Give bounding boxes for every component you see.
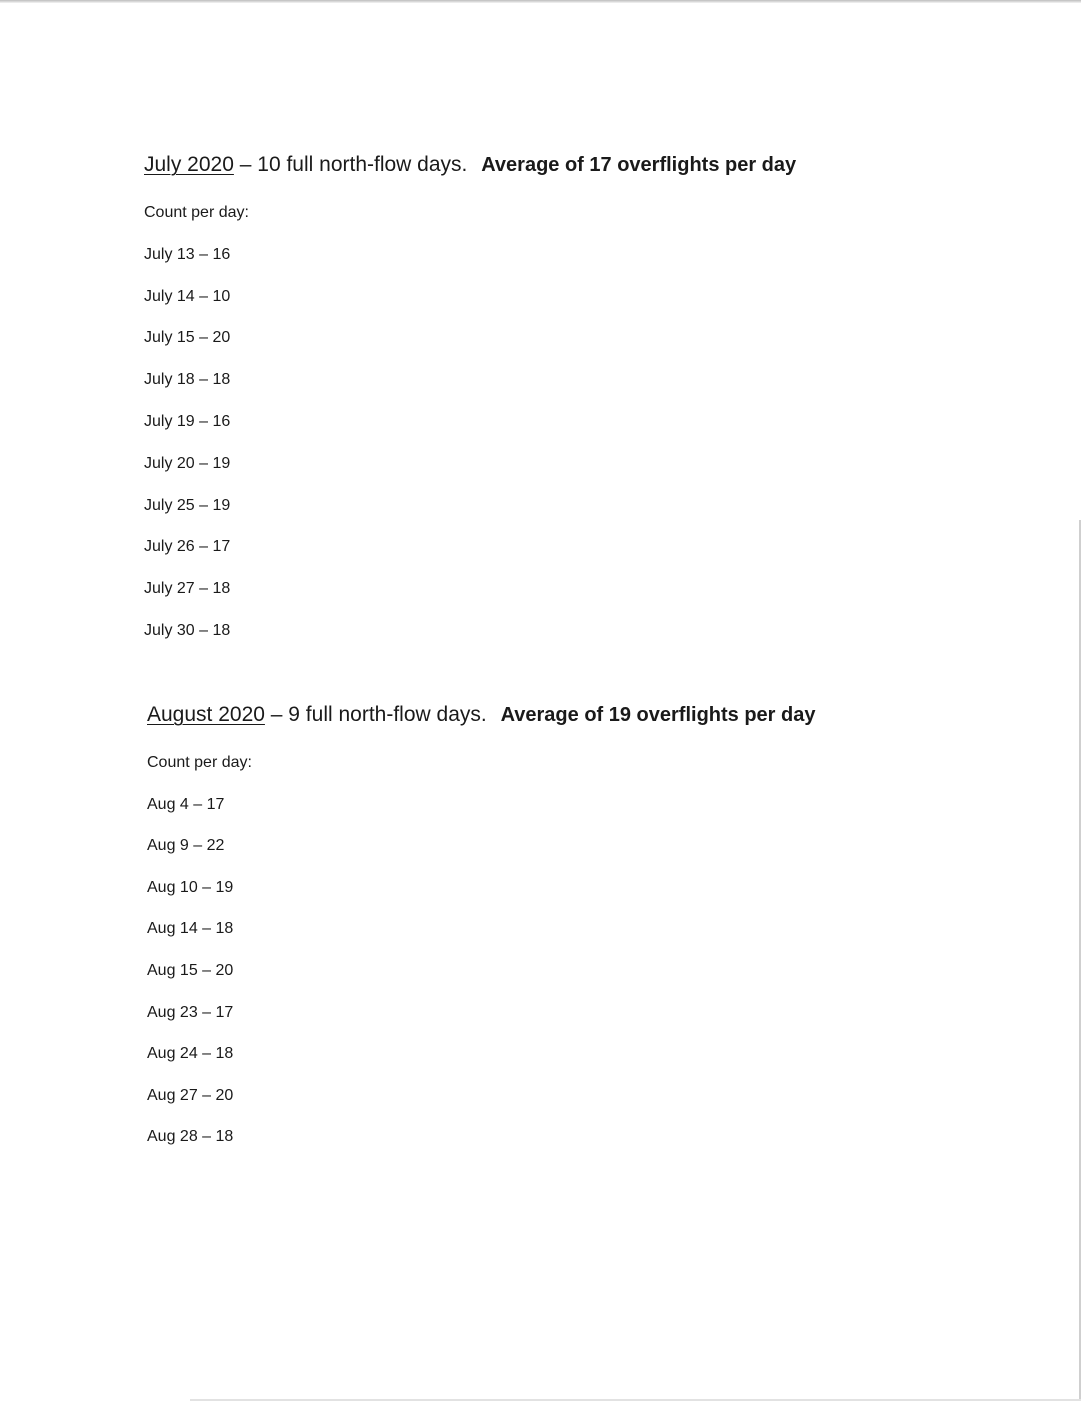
- list-item: Aug 23 – 17: [147, 1003, 234, 1021]
- list-item: July 20 – 19: [144, 454, 231, 472]
- list-item: July 30 – 18: [144, 621, 231, 639]
- list-item: July 13 – 16: [144, 245, 231, 263]
- list-item: July 14 – 10: [144, 287, 231, 305]
- july-month-title: July 2020: [144, 153, 234, 176]
- august-section: [147, 700, 815, 1147]
- august-days-text: – 9 full north-flow days.: [270, 703, 487, 726]
- list-item: Aug 4 – 17: [147, 795, 225, 813]
- list-item: July 18 – 18: [144, 371, 231, 389]
- august-day-list: [147, 795, 815, 1148]
- list-item: Aug 9 – 22: [147, 837, 225, 855]
- july-count-label: Count per day:: [144, 204, 249, 221]
- list-item: July 19 – 16: [144, 412, 231, 430]
- august-average-summary: Average of 19 overflights per day: [500, 704, 816, 726]
- july-days-text: – 10 full north-flow days.: [239, 153, 468, 176]
- july-heading: [144, 150, 796, 180]
- august-heading: [147, 700, 815, 730]
- list-item: Aug 24 – 18: [147, 1045, 234, 1063]
- list-item: Aug 28 – 18: [147, 1128, 234, 1146]
- list-item: Aug 27 – 20: [147, 1086, 234, 1104]
- scan-top-edge: [0, 0, 1081, 3]
- list-item: Aug 14 – 18: [147, 920, 234, 938]
- july-day-list: [144, 245, 796, 641]
- list-item: July 15 – 20: [144, 329, 231, 347]
- list-item: July 26 – 17: [144, 538, 231, 556]
- august-count-label: Count per day:: [147, 754, 252, 771]
- july-average-summary: Average of 17 overflights per day: [481, 154, 797, 176]
- list-item: July 27 – 18: [144, 580, 231, 598]
- list-item: Aug 15 – 20: [147, 961, 234, 979]
- list-item: Aug 10 – 19: [147, 878, 234, 896]
- list-item: July 25 – 19: [144, 496, 231, 514]
- july-section: [144, 150, 796, 641]
- august-month-title: August 2020: [147, 703, 265, 726]
